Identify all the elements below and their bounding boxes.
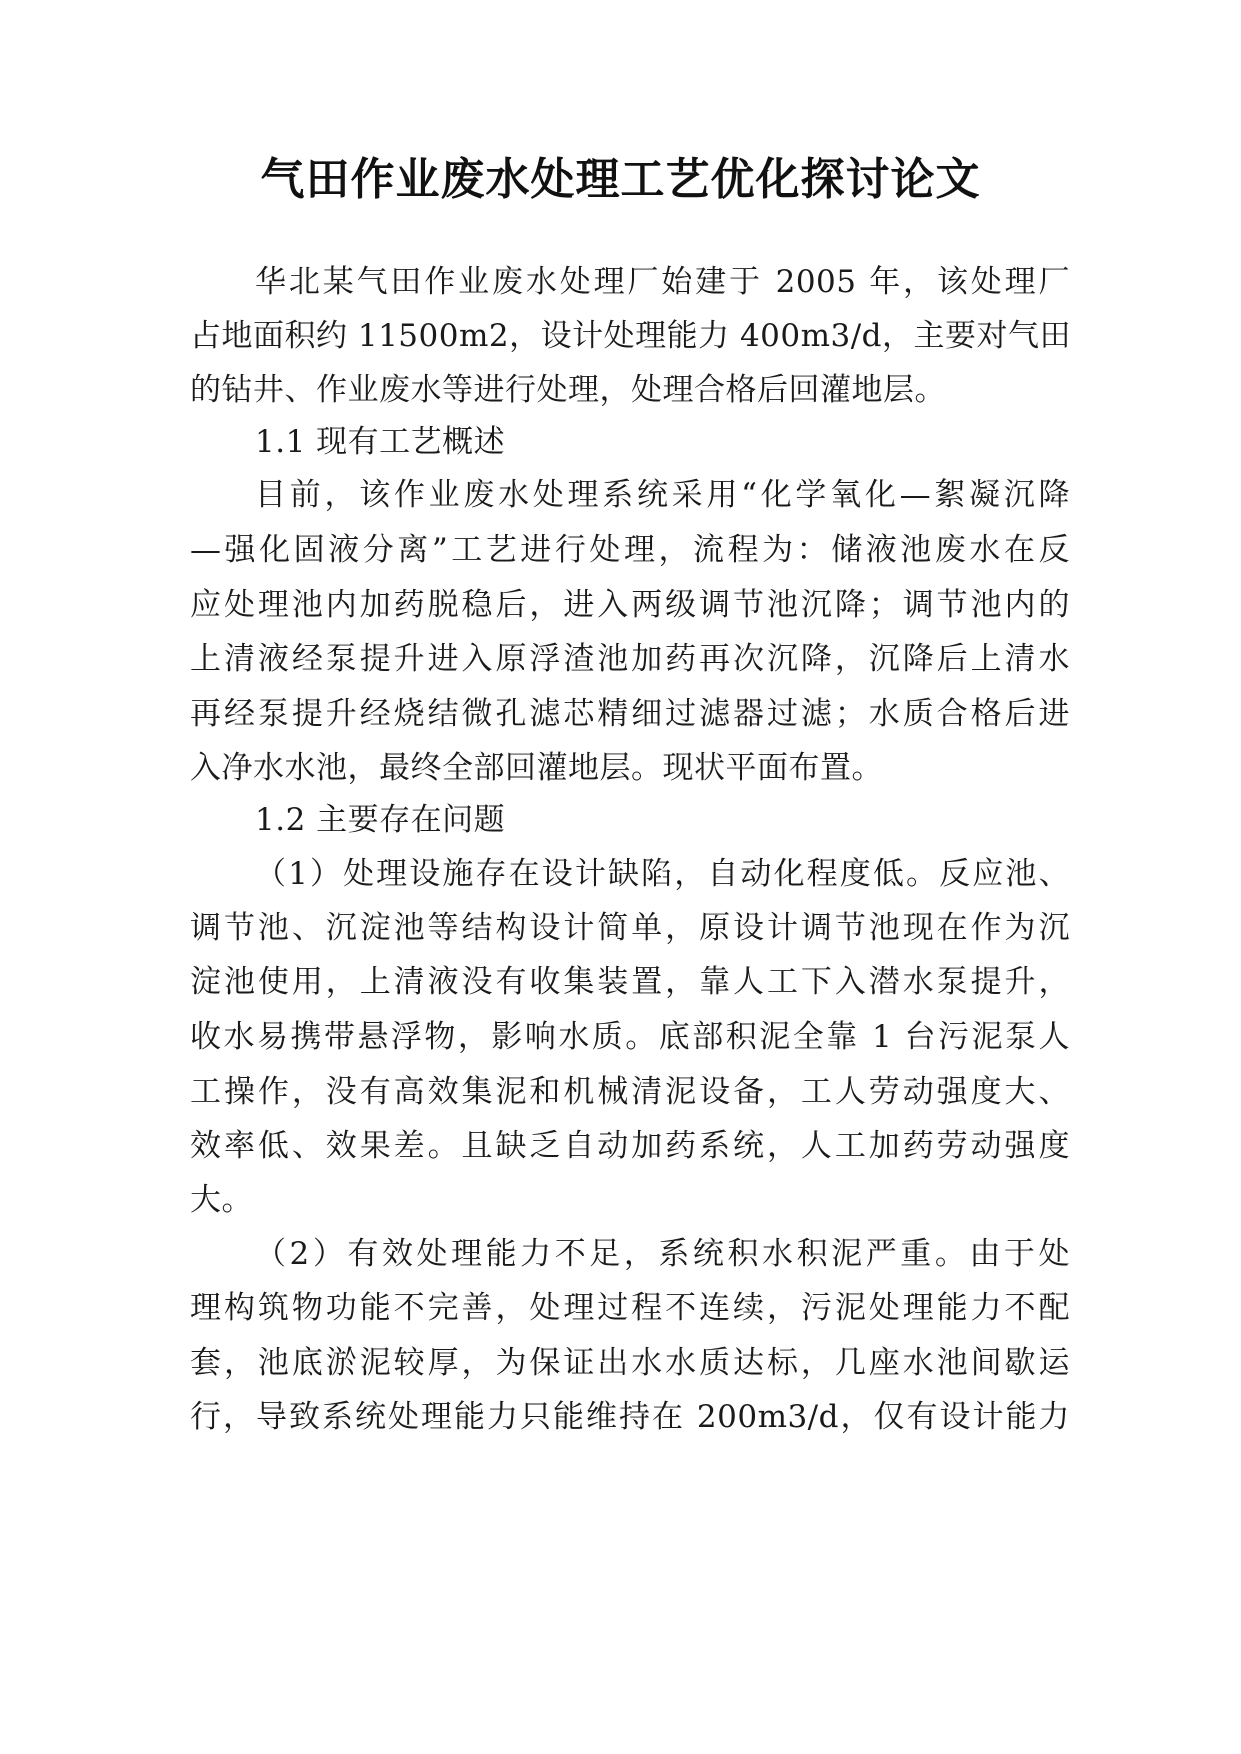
paragraph-line: 理构筑物功能不完善，处理过程不连续，污泥处理能力不配	[190, 1290, 1070, 1326]
paragraph-line: 工操作，没有高效集泥和机械清泥设备，工人劳动强度大、	[190, 1074, 1070, 1110]
document-title: 气田作业废水处理工艺优化探讨论文	[260, 154, 981, 205]
paragraph-line: 调节池、沉淀池等结构设计简单，原设计调节池现在作为沉	[190, 910, 1070, 946]
paragraph-line: 的钻井、作业废水等进行处理，处理合格后回灌地层。	[190, 372, 946, 408]
paragraph-line: 套，池底淤泥较厚，为保证出水水质达标，几座水池间歇运	[190, 1345, 1070, 1381]
paragraph-line: 收水易携带悬浮物，影响水质。底部积泥全靠 1 台污泥泵人	[190, 1019, 1070, 1055]
paragraph-line: 占地面积约 11500m2，设计处理能力 400m3/d，主要对气田	[190, 318, 1072, 354]
paragraph-line: 入净水水池，最终全部回灌地层。现状平面布置。	[190, 750, 883, 786]
paragraph-line: 再经泵提升经烧结微孔滤芯精细过滤器过滤；水质合格后进	[190, 696, 1070, 732]
paragraph-line: 行，导致系统处理能力只能维持在 200m3/d，仅有设计能力	[190, 1399, 1070, 1435]
paragraph-line: 应处理池内加药脱稳后，进入两级调节池沉降；调节池内的	[190, 587, 1070, 623]
paragraph-line: （2）有效处理能力不足，系统积水积泥严重。由于处	[255, 1236, 1070, 1272]
paragraph-line: 淀池使用，上清液没有收集装置，靠人工下入潜水泵提升，	[190, 964, 1070, 1000]
paragraph-line: （1）处理设施存在设计缺陷，自动化程度低。反应池、	[255, 856, 1070, 892]
paragraph-line: 上清液经泵提升进入原浮渣池加药再次沉降，沉降后上清水	[190, 641, 1070, 677]
paragraph-line: —强化固液分离”工艺进行处理，流程为：储液池废水在反	[190, 532, 1070, 568]
section-heading: 1.2 主要存在问题	[255, 802, 506, 838]
paragraph-line: 大。	[190, 1182, 253, 1218]
paragraph-line: 效率低、效果差。且缺乏自动加药系统，人工加药劳动强度	[190, 1128, 1070, 1164]
paragraph-line: 目前，该作业废水处理系统采用“化学氧化—絮凝沉降	[255, 477, 1070, 513]
paragraph-line: 华北某气田作业废水处理厂始建于 2005 年，该处理厂	[255, 264, 1070, 300]
section-heading: 1.1 现有工艺概述	[255, 424, 506, 460]
